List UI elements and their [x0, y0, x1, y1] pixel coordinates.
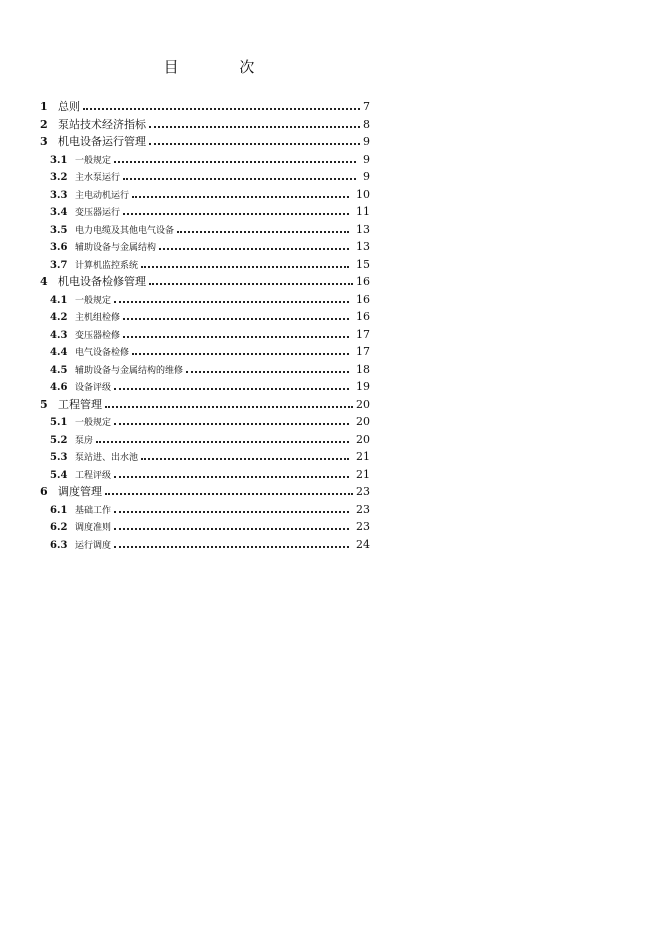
toc-entry-number: 3.5	[50, 224, 68, 236]
toc-section-entry[interactable]	[40, 501, 370, 519]
toc-entry-page-number: 21	[356, 467, 370, 481]
toc-entry-label: 主水泵运行	[75, 173, 121, 183]
toc-entry-label: 电气设备检修	[75, 348, 130, 358]
dot-leader	[105, 493, 353, 495]
toc-entry-page-number: 19	[356, 380, 370, 393]
dot-leader	[114, 423, 349, 425]
dot-leader	[132, 196, 349, 198]
toc-section-entry[interactable]	[40, 448, 370, 466]
toc-entry-number: 6.1	[50, 504, 68, 516]
toc-entry-page-number: 9	[363, 152, 370, 166]
toc-entry-number: 3.3	[50, 189, 68, 201]
toc-entry-number: 3.6	[50, 242, 68, 253]
toc-entry-page-number: 23	[356, 520, 370, 533]
dot-leader	[105, 406, 353, 408]
toc-entry-number: 4.1	[50, 294, 68, 306]
dot-leader	[149, 143, 360, 145]
toc-entry-number: 5.1	[50, 417, 68, 428]
dot-leader	[141, 266, 349, 268]
dot-leader	[141, 458, 349, 460]
page-title: 目 次	[163, 58, 283, 76]
toc-section-entry[interactable]	[40, 151, 370, 169]
dot-leader	[114, 301, 349, 303]
dot-leader	[149, 283, 353, 285]
toc-entry-page-number: 15	[356, 257, 370, 271]
dot-leader	[114, 388, 349, 390]
toc-entry-page-number: 13	[356, 222, 370, 236]
toc-entry-label: 一般规定	[75, 295, 112, 306]
toc-entry-number: 3.2	[50, 172, 68, 183]
toc-section-entry[interactable]	[40, 326, 370, 344]
toc-entry-label: 主机组检修	[75, 313, 121, 323]
toc-entry-page-number: 13	[356, 240, 370, 253]
toc-entry-page-number: 11	[356, 205, 370, 218]
toc-entry-number: 3.7	[50, 259, 68, 271]
toc-entry-label: 机电设备运行管理	[58, 135, 146, 148]
toc-entry-number: 4.3	[50, 329, 68, 341]
toc-entry-label: 基础工作	[75, 505, 112, 516]
toc-entry-number: 3.4	[50, 207, 68, 218]
toc-section-entry[interactable]	[40, 518, 370, 536]
toc-section-entry[interactable]	[40, 203, 370, 221]
toc-entry-label: 计算机监控系统	[75, 260, 139, 271]
toc-entry-page-number: 8	[363, 117, 370, 131]
dot-leader	[123, 318, 349, 320]
toc-chapter-entry[interactable]	[40, 98, 370, 116]
toc-entry-page-number: 20	[356, 432, 370, 446]
dot-leader	[123, 213, 349, 215]
toc-entry-label: 调度管理	[58, 485, 102, 498]
toc-section-entry[interactable]	[40, 361, 370, 379]
toc-entry-page-number: 17	[356, 327, 370, 341]
toc-entry-number: 6.2	[50, 522, 68, 533]
toc-chapter-entry[interactable]	[40, 273, 370, 291]
dot-leader	[114, 511, 349, 513]
toc-chapter-entry[interactable]	[40, 396, 370, 414]
dot-leader	[114, 476, 349, 478]
toc-chapter-entry[interactable]	[40, 133, 370, 151]
dot-leader	[159, 248, 349, 250]
toc-section-entry[interactable]	[40, 168, 370, 186]
dot-leader	[96, 441, 349, 443]
toc-entry-page-number: 21	[356, 450, 370, 463]
toc-entry-label: 调度准则	[75, 523, 112, 533]
toc-entry-page-number: 20	[356, 397, 370, 411]
toc-section-entry[interactable]	[40, 413, 370, 431]
toc-entry-page-number: 16	[356, 292, 370, 306]
dot-leader	[114, 528, 349, 530]
toc-entry-page-number: 7	[363, 100, 370, 113]
toc-entry-page-number: 10	[356, 187, 370, 201]
table-of-contents	[40, 98, 370, 553]
toc-entry-number: 4.6	[50, 382, 68, 393]
toc-entry-label: 泵站技术经济指标	[58, 117, 146, 131]
dot-leader	[149, 126, 360, 128]
toc-section-entry[interactable]	[40, 536, 370, 554]
toc-entry-number: 2	[40, 117, 48, 131]
toc-entry-number: 6	[40, 485, 48, 498]
toc-entry-number: 3.1	[50, 154, 68, 166]
dot-leader	[83, 108, 360, 110]
toc-entry-page-number: 20	[356, 415, 370, 428]
toc-entry-number: 5.2	[50, 434, 68, 446]
toc-entry-number: 5	[40, 397, 48, 411]
toc-entry-label: 工程管理	[58, 397, 102, 411]
toc-entry-number: 4.5	[50, 364, 68, 376]
toc-entry-label: 泵站进、出水池	[75, 453, 139, 463]
toc-entry-page-number: 23	[356, 502, 370, 516]
toc-entry-number: 4.4	[50, 347, 68, 358]
toc-section-entry[interactable]	[40, 256, 370, 274]
dot-leader	[114, 546, 349, 548]
toc-section-entry[interactable]	[40, 291, 370, 309]
toc-chapter-entry[interactable]	[40, 483, 370, 501]
toc-entry-label: 设备评级	[75, 383, 112, 393]
toc-section-entry[interactable]	[40, 378, 370, 396]
toc-entry-page-number: 16	[356, 275, 370, 288]
toc-entry-page-number: 24	[356, 537, 370, 551]
toc-entry-label: 变压器运行	[75, 208, 121, 218]
dot-leader	[186, 371, 349, 373]
toc-entry-label: 一般规定	[75, 418, 112, 428]
toc-entry-label: 总则	[58, 100, 80, 113]
toc-entry-number: 5.4	[50, 469, 68, 481]
toc-entry-label: 机电设备检修管理	[58, 275, 146, 288]
toc-section-entry[interactable]	[40, 238, 370, 256]
toc-section-entry[interactable]	[40, 343, 370, 361]
toc-section-entry[interactable]	[40, 308, 370, 326]
toc-entry-number: 5.3	[50, 452, 68, 463]
dot-leader	[123, 336, 349, 338]
toc-entry-page-number: 9	[363, 135, 370, 148]
dot-leader	[132, 353, 349, 355]
toc-entry-label: 运行调度	[75, 540, 112, 551]
toc-entry-page-number: 17	[356, 345, 370, 358]
toc-entry-label: 辅助设备与金属结构	[75, 243, 157, 253]
toc-section-entry[interactable]	[40, 186, 370, 204]
toc-entry-label: 变压器检修	[75, 330, 121, 341]
toc-entry-number: 1	[40, 100, 48, 113]
toc-entry-label: 电力电缆及其他电气设备	[75, 225, 175, 236]
toc-entry-page-number: 16	[356, 310, 370, 323]
toc-section-entry[interactable]	[40, 431, 370, 449]
toc-entry-page-number: 23	[356, 485, 370, 498]
dot-leader	[123, 178, 356, 180]
dot-leader	[114, 161, 356, 163]
toc-section-entry[interactable]	[40, 466, 370, 484]
toc-entry-page-number: 18	[356, 362, 370, 376]
toc-section-entry[interactable]	[40, 221, 370, 239]
toc-entry-label: 工程评级	[75, 470, 112, 481]
toc-entry-number: 4.2	[50, 312, 68, 323]
toc-entry-page-number: 9	[363, 170, 370, 183]
toc-entry-number: 3	[40, 135, 48, 148]
toc-entry-label: 主电动机运行	[75, 190, 130, 201]
toc-entry-number: 6.3	[50, 539, 68, 551]
toc-entry-number: 4	[40, 275, 48, 288]
toc-entry-label: 一般规定	[75, 155, 112, 166]
toc-entry-label: 泵房	[75, 435, 94, 446]
toc-entry-label: 辅助设备与金属结构的维修	[75, 365, 184, 376]
toc-chapter-entry[interactable]	[40, 116, 370, 134]
dot-leader	[177, 231, 349, 233]
